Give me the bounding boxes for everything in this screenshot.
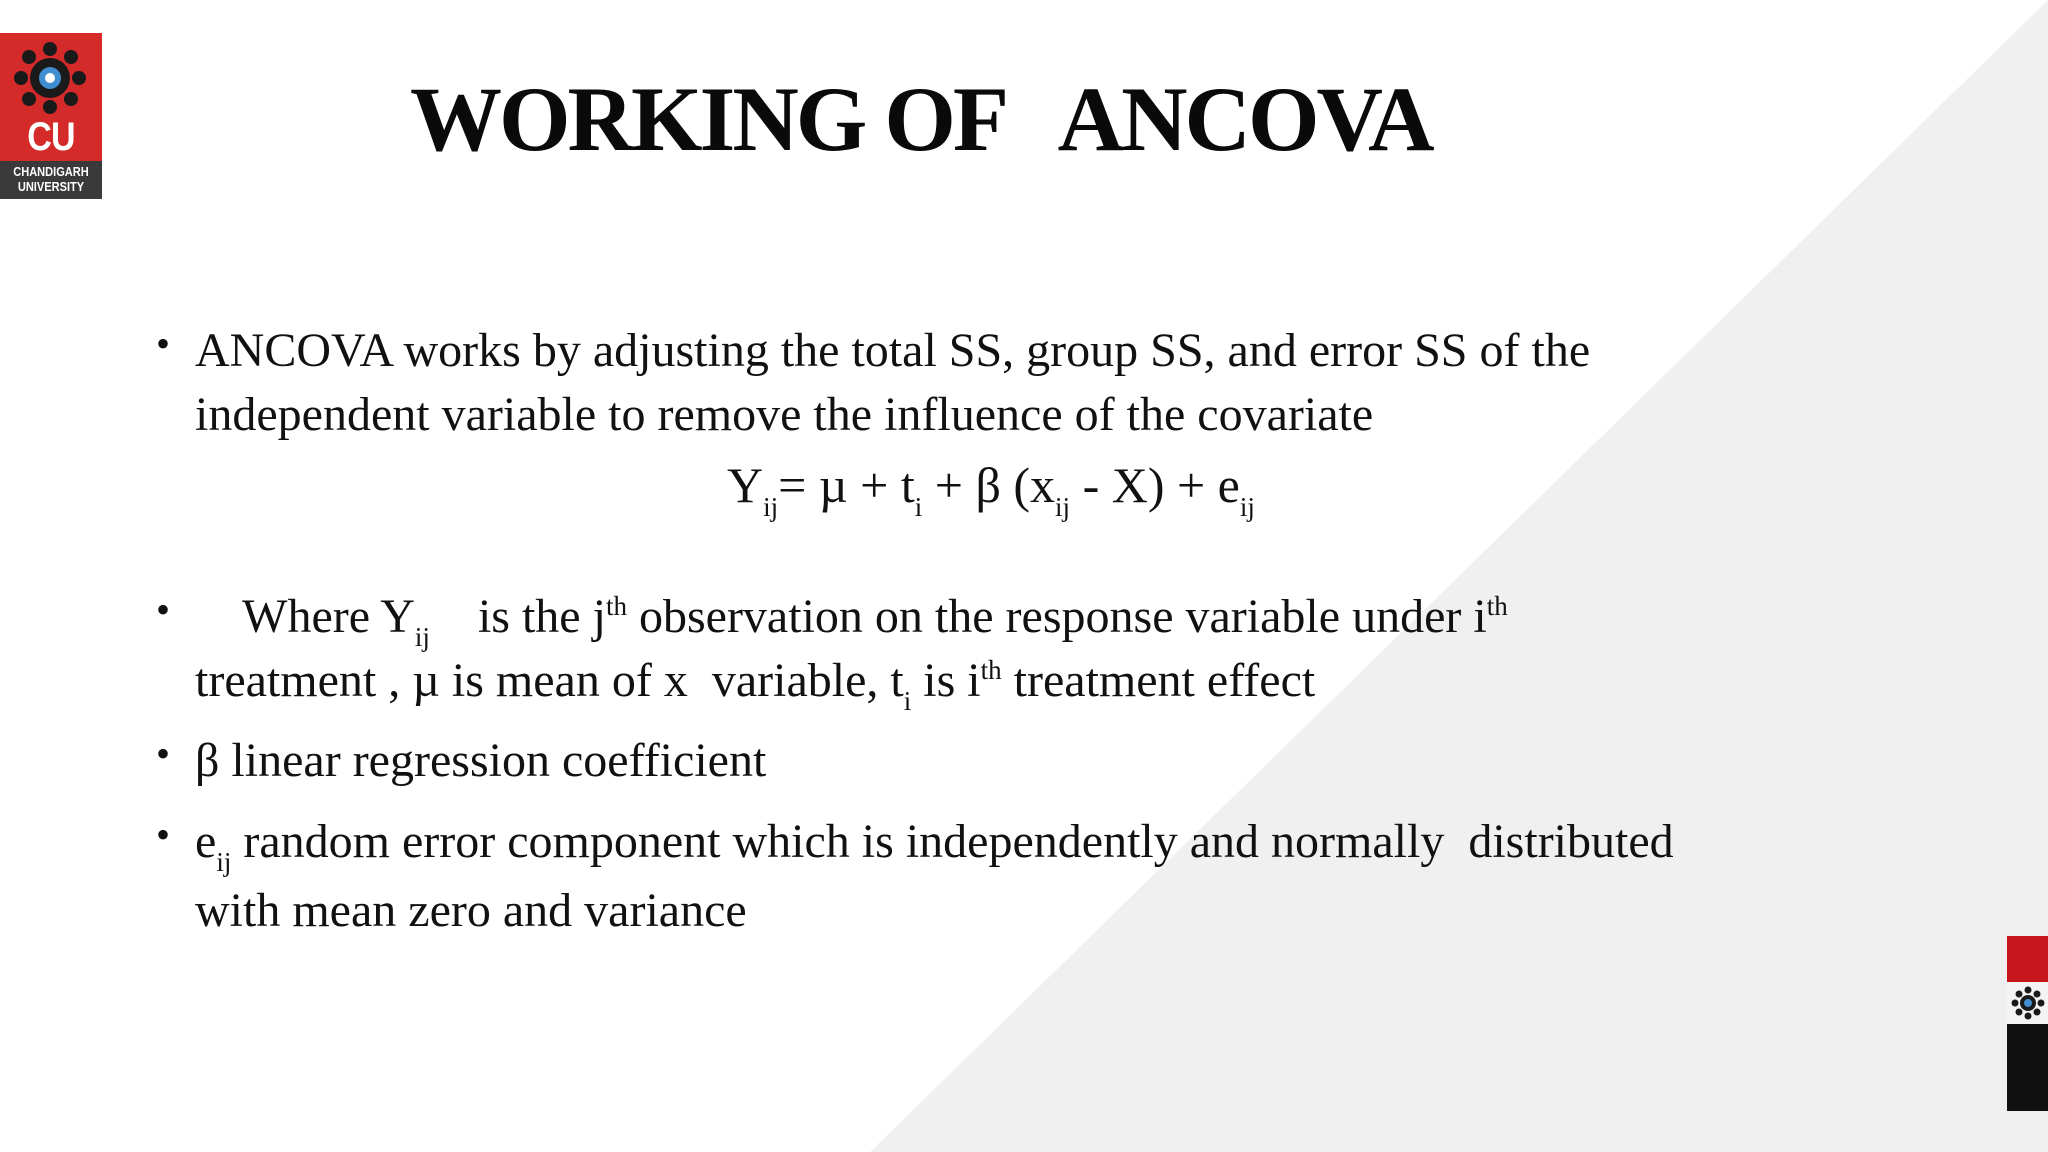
bullet-point-1: • [156,321,171,366]
formula-t-subscript: i [914,492,923,522]
bullet-4-line-1 [195,809,1674,875]
bullet-2-part-2: is the j [429,590,606,643]
bullet-2-superscript-2: th [1486,591,1508,621]
ancova-formula [727,456,1255,522]
slide-title: WORKING OF ANCOVA [410,68,1432,170]
university-logo [0,33,102,199]
bullet-4-line-2: with mean zero and variance [195,884,747,937]
bullet-2-line-2-part-2: is i [911,654,981,707]
bullet-point-4: • [156,812,171,857]
logo-name-line1: CHANDIGARH [13,164,89,179]
side-tab-black [2007,1024,2048,1111]
formula-part-3: - X) + e [1070,457,1240,513]
formula-e-subscript: ij [1239,492,1255,522]
formula-y: Y [727,457,764,513]
bullet-2-line-2-part-3: treatment effect [1001,654,1316,707]
bullet-4-line-1-text: random error component which is independently and normally distributed [231,815,1674,868]
logo-emblem-icon [11,39,89,117]
bullet-2-line-1 [195,584,1508,650]
gear-emblem-icon [2011,984,2045,1022]
bullet-2-part-3: observation on the response variable under i [626,590,1487,643]
bullet-1-line-2: independent variable to remove the influence of the covariate [195,388,1374,441]
bullet-2-superscript-3: th [980,655,1002,685]
bullet-3-text: β linear regression coefficient [195,734,767,787]
bullet-4-e-subscript: ij [216,847,232,877]
formula-part-2: + β (x [922,457,1056,513]
bullet-1-line-1: ANCOVA works by adjusting the total SS, group SS, and error SS of the [195,324,1591,377]
formula-x-subscript: ij [1055,492,1071,522]
logo-name-line2: UNIVERSITY [17,179,85,194]
formula-part-1: = µ + t [778,457,915,513]
formula-y-subscript: ij [763,492,779,522]
side-tab-red [2007,936,2048,982]
logo-abbreviation: CU [27,115,75,159]
bullet-point-3: • [156,731,171,776]
bullet-2-superscript-1: th [605,591,627,621]
bullet-2-t-subscript: i [903,686,912,716]
bullet-2-line-2-part-1: treatment , µ is mean of x variable, t [195,654,904,707]
bullet-4-e: e [195,815,217,868]
bullet-2-y-subscript: ij [414,622,430,652]
bullet-2-part-1: Where Y [195,590,415,643]
bullet-2-line-2 [195,648,1315,714]
bullet-point-2: • [156,587,171,632]
